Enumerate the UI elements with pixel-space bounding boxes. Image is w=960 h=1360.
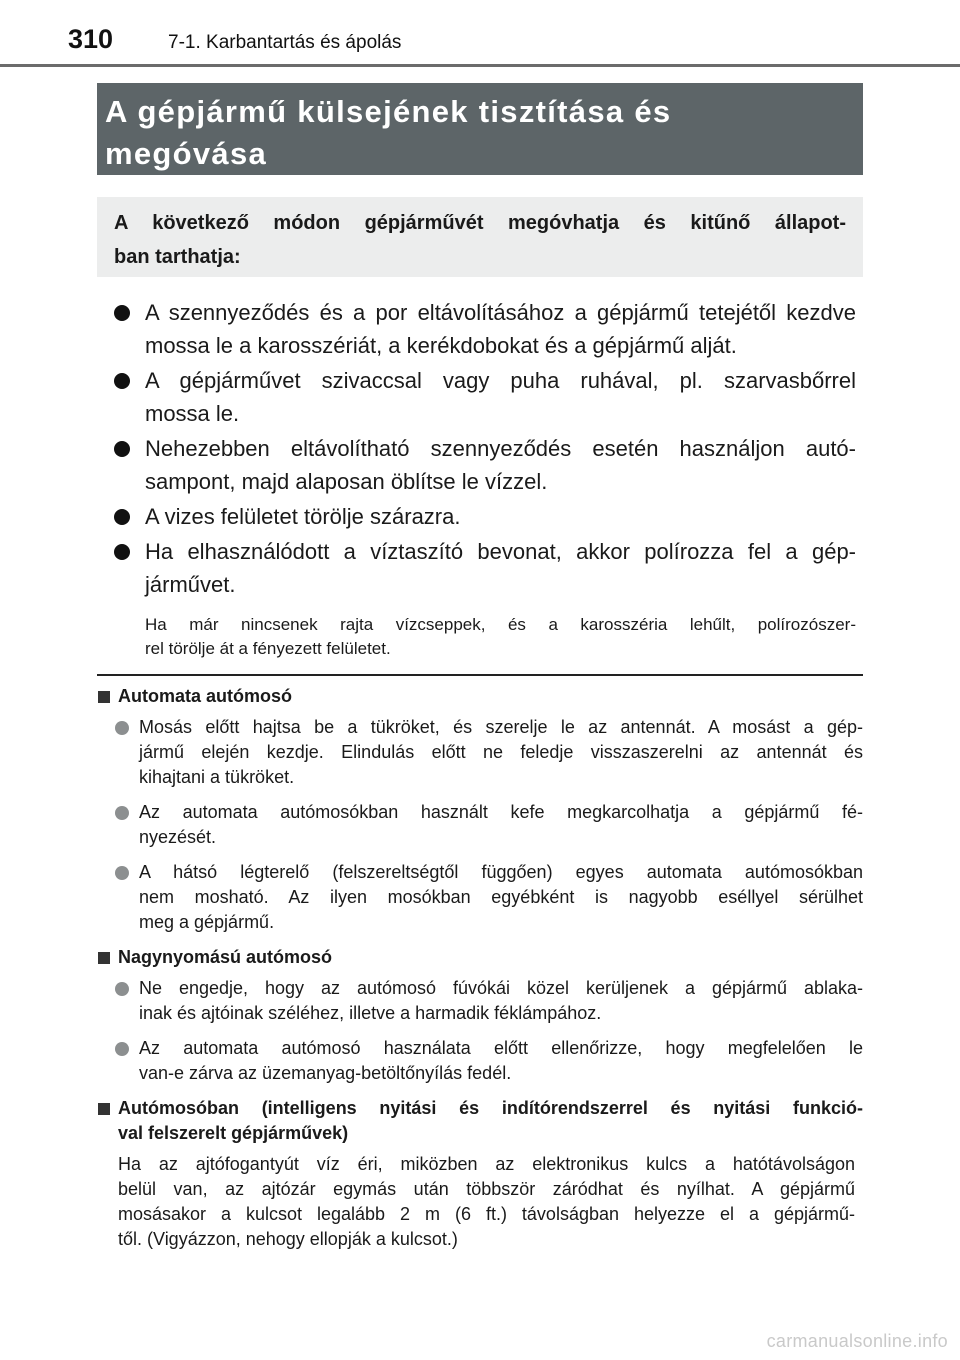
- note-line: Ha már nincsenek rajta vízcseppek, és a karosszéria lehűlt, polírozószer-: [145, 615, 856, 634]
- text-line: Az automata autómosó használata előtt ellenőrizze, hogy megfelelően le: [139, 1038, 863, 1058]
- bullet-dot-icon: [115, 982, 129, 996]
- bullet-line: A vizes felületet törölje szárazra.: [145, 504, 461, 529]
- text-line: Ne engedje, hogy az autómosó fúvókái közel kerüljenek a gépjármű ablaka-: [139, 978, 863, 998]
- bullet-dot-icon: [114, 305, 130, 321]
- text-line: nyezését.: [139, 827, 217, 847]
- square-bullet-icon: [98, 1103, 110, 1115]
- bullet-line: Ha elhasználódott a víztaszító bevonat, akkor polírozza fel a gép-: [145, 539, 856, 564]
- section-heading: [97, 945, 863, 970]
- list-item: [97, 860, 863, 935]
- care-bullet-list: [110, 296, 856, 661]
- bullet-line: Nehezebben eltávolítható szennyeződés esetén használjon autó-: [145, 436, 856, 461]
- text-line: mosásakor a kulcsot legalább 2 m (6 ft.) távolságban helyezze el a gépjármű-: [118, 1204, 855, 1224]
- text-line: meg a gépjármű.: [139, 912, 275, 932]
- bullet-line: A gépjárművet szivaccsal vagy puha ruhával, pl. szarvasbőrrel: [145, 368, 856, 393]
- car-wash-notes: [97, 681, 863, 1252]
- page-title: [105, 91, 853, 175]
- section-heading-text: Autómosóban (intelligens nyitási és indítórendszerrel és nyitási funkció-: [118, 1098, 863, 1118]
- bullet-dot-icon: [114, 373, 130, 389]
- intro-line-2: ban tarthatja:: [114, 246, 241, 268]
- watermark: carmanualsonline.info: [766, 1331, 948, 1351]
- list-item: [110, 364, 856, 430]
- intro-line-1: A következő módon gépjárművét megóvhatja és kitűnő állapot-: [114, 212, 846, 234]
- bullet-dot-icon: [115, 721, 129, 735]
- text-line: nem mosható. Az ilyen mosókban egyébként is nagyobb eséllyel sérülhet: [139, 887, 863, 907]
- square-bullet-icon: [98, 691, 110, 703]
- text-line: kihajtani a tükröket.: [139, 767, 295, 787]
- list-item: [110, 296, 856, 362]
- section-label: 7-1. Karbantartás és ápolás: [168, 32, 402, 53]
- section-divider: [97, 674, 863, 676]
- text-line: belül van, az ajtózár egymás után többször záródhat és nyílhat. A gépjármű: [118, 1179, 855, 1199]
- bullet-line: mossa le.: [145, 401, 240, 426]
- smart-key-paragraph: [97, 1152, 863, 1252]
- bullet-dot-icon: [115, 806, 129, 820]
- list-item: [97, 976, 863, 1026]
- bullet-line: járművet.: [145, 572, 236, 597]
- title-box: [97, 83, 863, 175]
- section-heading: [97, 1096, 863, 1146]
- list-item: [97, 1036, 863, 1086]
- list-item: [97, 715, 863, 790]
- text-line: től. (Vigyázzon, nehogy ellopják a kulcsot.): [118, 1229, 458, 1249]
- text-line: Ha az ajtófogantyút víz éri, miközben az elektronikus kulcs a hatótávolságon: [118, 1154, 855, 1174]
- bullet-dot-icon: [115, 866, 129, 880]
- polish-note: [110, 613, 856, 661]
- bullet-dot-icon: [114, 544, 130, 560]
- page-header: [0, 0, 960, 68]
- section-heading-text: val felszerelt gépjárművek): [118, 1123, 349, 1143]
- bullet-dot-icon: [114, 509, 130, 525]
- text-line: A hátsó légterelő (felszereltségtől függően) egyes automata autómosókban: [139, 862, 863, 882]
- text-line: Mosás előtt hajtsa be a tükröket, és szerelje le az antennát. A mosást a gép-: [139, 717, 863, 737]
- list-item: [97, 800, 863, 850]
- page-title-line-2: megóvása: [105, 136, 268, 171]
- page-number: 310: [68, 24, 114, 54]
- text-line: van-e zárva az üzemanyag-betöltőnyílás fedél.: [139, 1063, 512, 1083]
- bullet-line: A szennyeződés és a por eltávolításához a gépjármű tetejétől kezdve: [145, 300, 856, 325]
- section-heading-text: Automata autómosó: [118, 686, 293, 706]
- list-item: [110, 432, 856, 498]
- header-rule: [0, 64, 960, 67]
- text-line: jármű elején kezdje. Elindulás előtt ne feledje visszaszerelni az antennát és: [139, 742, 863, 762]
- list-item: [110, 500, 856, 533]
- list-item: [110, 535, 856, 601]
- bullet-line: mossa le a karosszériát, a kerékdobokat és a gépjármű alját.: [145, 333, 737, 358]
- text-line: inak és ajtóinak széléhez, illetve a harmadik féklámpához.: [139, 1003, 602, 1023]
- bullet-dot-icon: [115, 1042, 129, 1056]
- section-heading: [97, 684, 863, 709]
- square-bullet-icon: [98, 952, 110, 964]
- bullet-dot-icon: [114, 441, 130, 457]
- text-line: Az automata autómosókban használt kefe megkarcolhatja a gépjármű fé-: [139, 802, 863, 822]
- intro-box: [97, 197, 863, 277]
- section-heading-text: Nagynyomású autómosó: [118, 947, 333, 967]
- page-title-line-1: A gépjármű külsejének tisztítása és: [105, 94, 672, 129]
- intro-text: [114, 206, 846, 274]
- note-line: rel törölje át a fényezett felületet.: [145, 639, 391, 658]
- bullet-line: sampont, majd alaposan öblítse le vízzel.: [145, 469, 548, 494]
